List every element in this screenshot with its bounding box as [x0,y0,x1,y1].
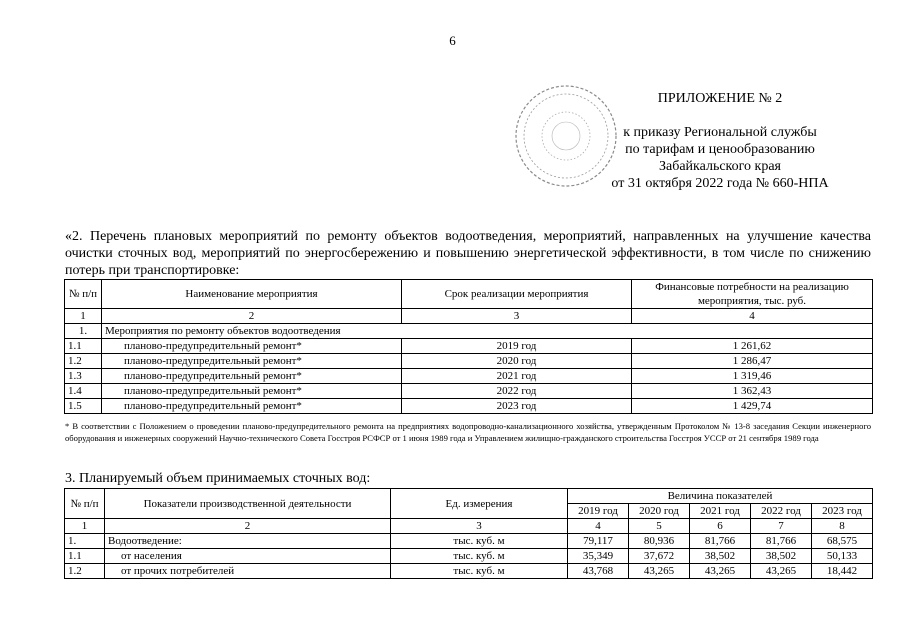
section-3-heading: 3. Планируемый объем принимаемых сточных вод: [65,471,371,486]
row-number: 1. [65,324,102,339]
measure-name: планово-предупредительный ремонт* [102,369,402,384]
row-number: 1.5 [65,399,102,414]
section-2-heading: «2. Перечень плановых мероприятий по ремонту объектов водоотведения, мероприятий, направленных на улучшение качества очистки сточных вод, мероприятий по энергосбережению и повышению энергетической эффективности, в том числе по снижению потерь при транспортировке: [65,229,871,278]
value-cell: 81,766 [751,534,812,549]
indicator-name: Водоотведение: [105,534,391,549]
appendix-reference [560,124,880,192]
value-cell: 79,117 [568,534,629,549]
value-cell: 68,575 [812,534,873,549]
row-number: 1.2 [65,354,102,369]
measure-name: планово-предупредительный ремонт* [102,384,402,399]
value-cell: 43,265 [690,564,751,579]
measure-amount: 1 429,74 [632,399,873,414]
column-number: 2 [102,309,402,324]
measure-term: 2020 год [402,354,632,369]
year-header: 2022 год [751,504,812,519]
table-row [65,534,873,549]
column-header: № п/п [65,280,102,309]
column-number: 3 [402,309,632,324]
column-header: Величина показателей [568,489,873,504]
unit: тыс. куб. м [391,534,568,549]
repair-measures-table [64,279,873,414]
measure-term: 2019 год [402,339,632,354]
measure-term: 2023 год [402,399,632,414]
measure-name: планово-предупредительный ремонт* [102,354,402,369]
value-cell: 38,502 [690,549,751,564]
measure-term: 2022 год [402,384,632,399]
row-number: 1. [65,534,105,549]
table-header-row [65,489,873,504]
year-header: 2019 год [568,504,629,519]
row-number: 1.3 [65,369,102,384]
group-row [65,324,873,339]
table-row [65,339,873,354]
measure-amount: 1 319,46 [632,369,873,384]
column-header: № п/п [65,489,105,519]
value-cell: 37,672 [629,549,690,564]
column-number: 3 [391,519,568,534]
value-cell: 35,349 [568,549,629,564]
appendix-line: Забайкальского края [658,159,781,174]
row-number: 1.1 [65,549,105,564]
measure-name: планово-предупредительный ремонт* [102,339,402,354]
column-number: 8 [812,519,873,534]
value-cell: 80,936 [629,534,690,549]
row-number: 1.2 [65,564,105,579]
year-header: 2021 год [690,504,751,519]
unit: тыс. куб. м [391,549,568,564]
indicator-name: от прочих потребителей [105,564,391,579]
unit: тыс. куб. м [391,564,568,579]
column-header: Срок реализации мероприятия [402,280,632,309]
value-cell: 43,265 [629,564,690,579]
row-number: 1.1 [65,339,102,354]
group-name: Мероприятия по ремонту объектов водоотведения [102,324,873,339]
appendix-line: к приказу Региональной службы [623,125,817,140]
year-header: 2023 год [812,504,873,519]
column-number: 6 [690,519,751,534]
measure-term: 2021 год [402,369,632,384]
year-header: 2020 год [629,504,690,519]
measure-name: планово-предупредительный ремонт* [102,399,402,414]
page-number: 6 [449,33,456,48]
column-header: Наименование мероприятия [102,280,402,309]
table-header-row [65,280,873,309]
column-number: 1 [65,519,105,534]
value-cell: 50,133 [812,549,873,564]
table-row [65,369,873,384]
column-number-row [65,309,873,324]
table-row [65,399,873,414]
row-number: 1.4 [65,384,102,399]
column-number: 1 [65,309,102,324]
table-row [65,549,873,564]
appendix-line: от 31 октября 2022 года № 660-НПА [611,176,829,191]
measure-amount: 1 286,47 [632,354,873,369]
value-cell: 43,768 [568,564,629,579]
measure-amount: 1 261,62 [632,339,873,354]
value-cell: 43,265 [751,564,812,579]
column-number-row [65,519,873,534]
column-header: Показатели производственной деятельности [105,489,391,519]
column-number: 4 [632,309,873,324]
indicator-name: от населения [105,549,391,564]
table-row [65,564,873,579]
column-header: Финансовые потребности на реализацию мероприятия, тыс. руб. [632,280,873,309]
value-cell: 81,766 [690,534,751,549]
appendix-title: ПРИЛОЖЕНИЕ № 2 [657,91,783,106]
value-cell: 18,442 [812,564,873,579]
column-number: 7 [751,519,812,534]
column-header: Ед. измерения [391,489,568,519]
footnote: * В соответствии с Положением о проведении планово-предупредительного ремонта на предприятиях водопроводно-канализационного хозяйства, утвержденным Протоколом № 13-8 заседания Секции инженерного оборудования и инженерных сооружений Научно-технического Совета Госстроя РСФСР от 1 июня 1989 года и Управлением жилищно-гражданского строительства Госстроя УССР от 21 сентября 1989 года [65,421,871,443]
column-number: 5 [629,519,690,534]
value-cell: 38,502 [751,549,812,564]
appendix-line: по тарифам и ценообразованию [625,142,815,157]
measure-amount: 1 362,43 [632,384,873,399]
wastewater-volume-table [64,488,873,579]
table-row [65,384,873,399]
column-number: 2 [105,519,391,534]
column-number: 4 [568,519,629,534]
table-row [65,354,873,369]
